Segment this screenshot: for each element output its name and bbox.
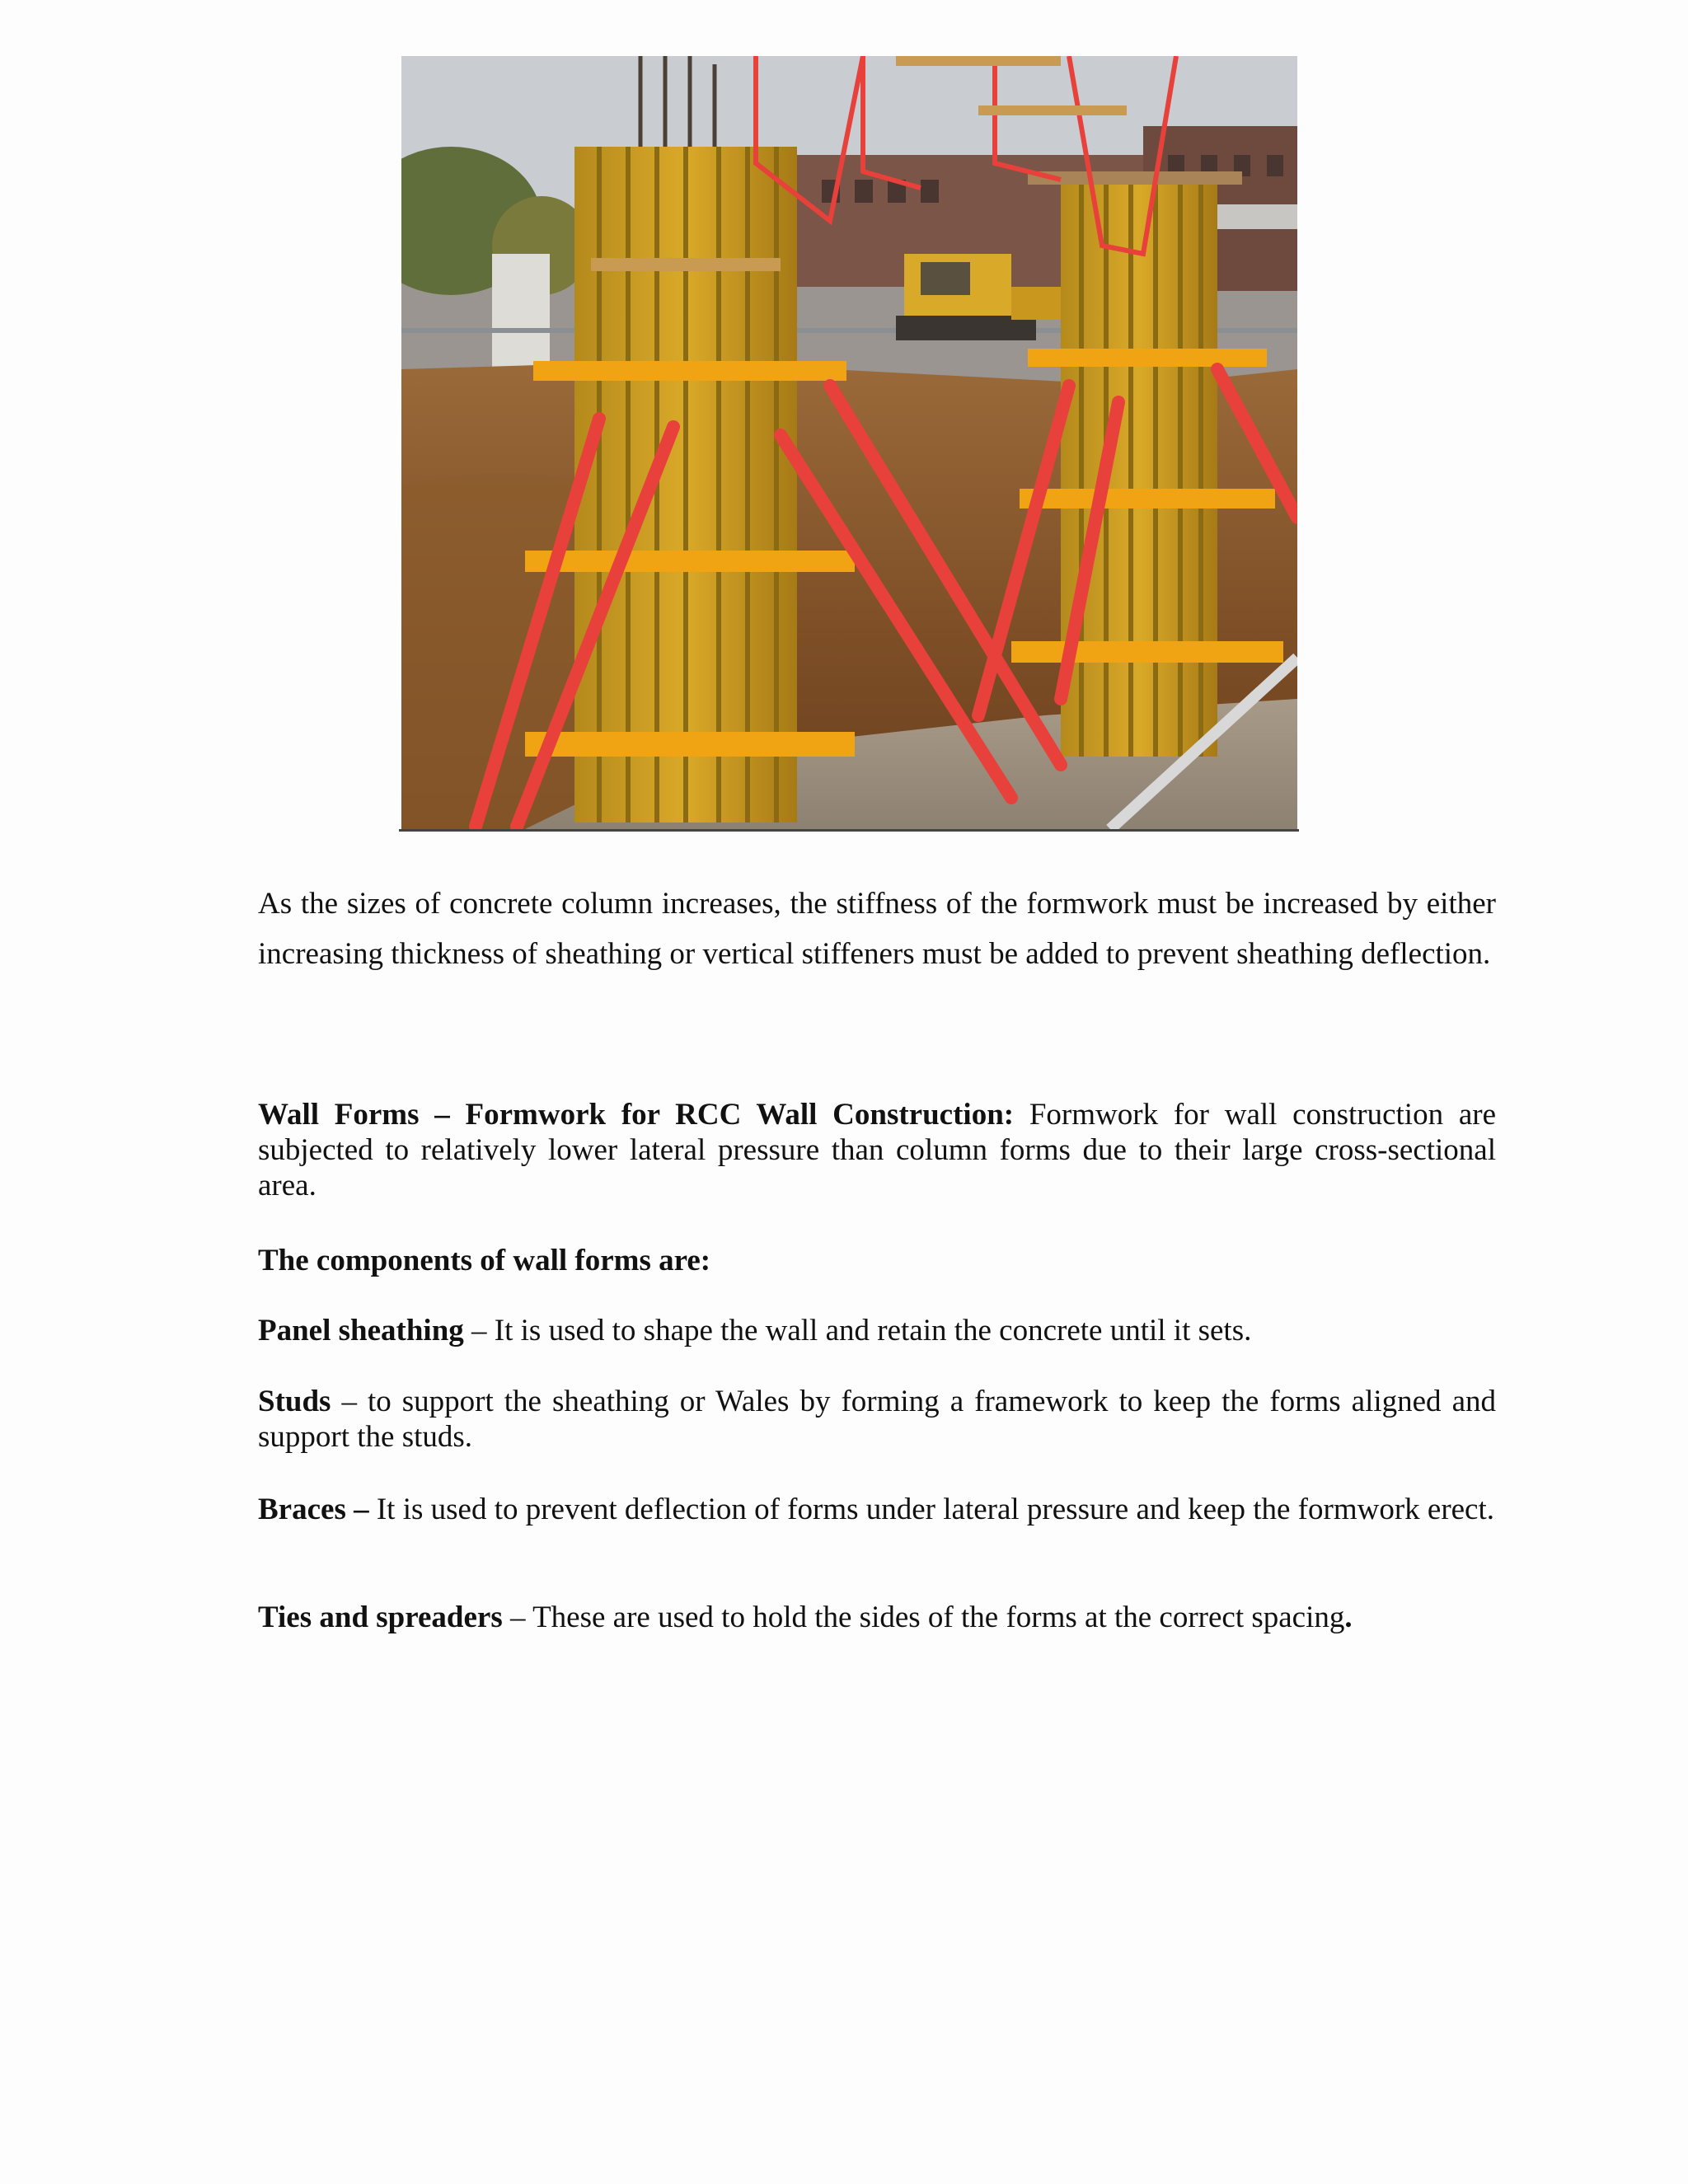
- component-term: Braces –: [258, 1493, 369, 1526]
- component-text: It is used to prevent deflection of forms under lateral pressure and keep the formwork erect.: [368, 1493, 1495, 1526]
- figure-underline: [399, 829, 1299, 832]
- component-panel-sheathing: [258, 1313, 1496, 1348]
- component-braces: [258, 1492, 1496, 1527]
- component-ties-and-spreaders: [258, 1600, 1496, 1635]
- component-studs: [258, 1384, 1496, 1455]
- component-term: Panel sheathing: [258, 1314, 464, 1347]
- formwork-photo: [401, 56, 1297, 829]
- wall-forms-text: Formwork for wall construction are subjected to relatively lower lateral pressure than column forms due to their large cross-sectional area.: [258, 1098, 1496, 1202]
- intro-paragraph: As the sizes of concrete column increases, the stiffness of the formwork must be increased by either increasing thickness of sheathing or vertical stiffeners must be added to prevent sheathing deflection.: [258, 887, 1496, 971]
- component-end-period: .: [1344, 1601, 1353, 1634]
- component-text: – to support the sheathing or Wales by forming a framework to keep the forms aligned and support the studs.: [258, 1385, 1496, 1454]
- wall-forms-paragraph: [258, 1097, 1496, 1203]
- wall-forms-heading: Wall Forms – Formwork for RCC Wall Construction:: [258, 1098, 1015, 1132]
- components-heading: The components of wall forms are:: [258, 1244, 711, 1277]
- component-term: Studs: [258, 1385, 331, 1418]
- component-text: – It is used to shape the wall and retain the concrete until it sets.: [463, 1314, 1252, 1347]
- component-text: – These are used to hold the sides of the forms at the correct spacing: [502, 1601, 1345, 1634]
- component-term: Ties and spreaders: [258, 1601, 503, 1634]
